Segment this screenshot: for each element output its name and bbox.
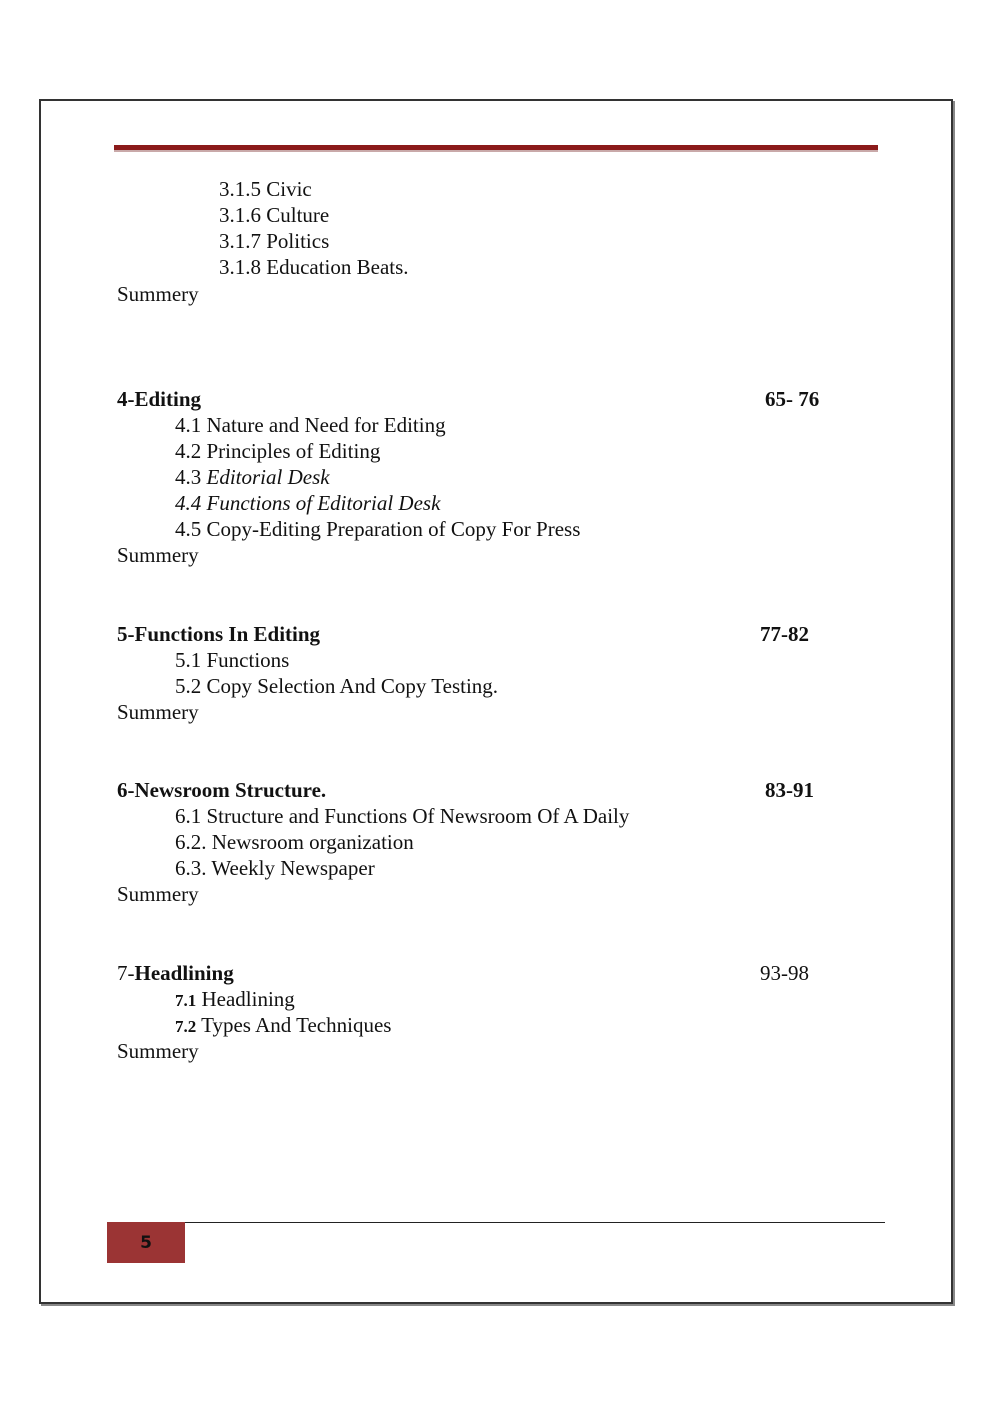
chapter-6-pages: 83-91: [765, 778, 814, 802]
toc-entry-4-3: [175, 464, 330, 490]
toc-entry-7-1-text: Headlining: [196, 987, 295, 1011]
toc-entry-3-1-8: 3.1.8 Education Beats.: [219, 255, 409, 279]
chapter-7-title: [117, 960, 234, 986]
footer-rule: [185, 1222, 885, 1223]
toc-entry-4-3-number: 4.3: [175, 465, 207, 489]
chapter-5-title: 5-Functions In Editing: [117, 622, 321, 646]
toc-entry-4-2: 4.2 Principles of Editing: [175, 439, 381, 463]
summary-4: Summery: [117, 543, 199, 567]
toc-entry-3-1-6: 3.1.6 Culture: [219, 203, 330, 227]
toc-entry-4-1: 4.1 Nature and Need for Editing: [175, 413, 446, 437]
toc-entry-3-1-7: 3.1.7 Politics: [219, 229, 330, 253]
chapter-7-prefix: 7-: [117, 961, 135, 985]
summary-6: Summery: [117, 882, 199, 906]
chapter-4-title: 4-Editing: [117, 387, 202, 411]
toc-entry-7-1: [175, 986, 295, 1014]
toc-entry-7-2-text: Types And Techniques: [196, 1013, 392, 1037]
page-number: 5: [140, 1232, 152, 1253]
chapter-4-pages: 65- 76: [765, 387, 820, 411]
chapter-5-pages: 77-82: [760, 622, 809, 646]
summary-3: Summery: [117, 282, 199, 306]
chapter-7-pages: 93-98: [760, 961, 809, 985]
toc-entry-3-1-5: 3.1.5 Civic: [219, 177, 312, 201]
toc-entry-5-2: 5.2 Copy Selection And Copy Testing.: [175, 674, 499, 698]
toc-entry-6-2: 6.2. Newsroom organization: [175, 830, 414, 854]
toc-entry-6-3: 6.3. Weekly Newspaper: [175, 856, 375, 880]
toc-entry-4-5: 4.5 Copy-Editing Preparation of Copy For Press: [175, 517, 581, 541]
toc-entry-7-2-number: 7.2: [175, 1017, 197, 1036]
toc-entry-7-1-number: 7.1: [175, 991, 197, 1010]
chapter-6-title: 6-Newsroom Structure.: [117, 778, 327, 802]
summary-5: Summery: [117, 700, 199, 724]
header-rule: [114, 145, 878, 152]
toc-entry-4-4: 4.4 Functions of Editorial Desk: [175, 491, 441, 515]
toc-entry-6-1: 6.1 Structure and Functions Of Newsroom Of A Daily: [175, 804, 630, 828]
summary-7: Summery: [117, 1039, 199, 1063]
chapter-7-name: Headlining: [134, 961, 234, 985]
toc-entry-7-2: [175, 1012, 391, 1040]
toc-entry-4-3-text: Editorial Desk: [206, 465, 330, 489]
toc-entry-5-1: 5.1 Functions: [175, 648, 290, 672]
page-number-box: [107, 1222, 185, 1263]
